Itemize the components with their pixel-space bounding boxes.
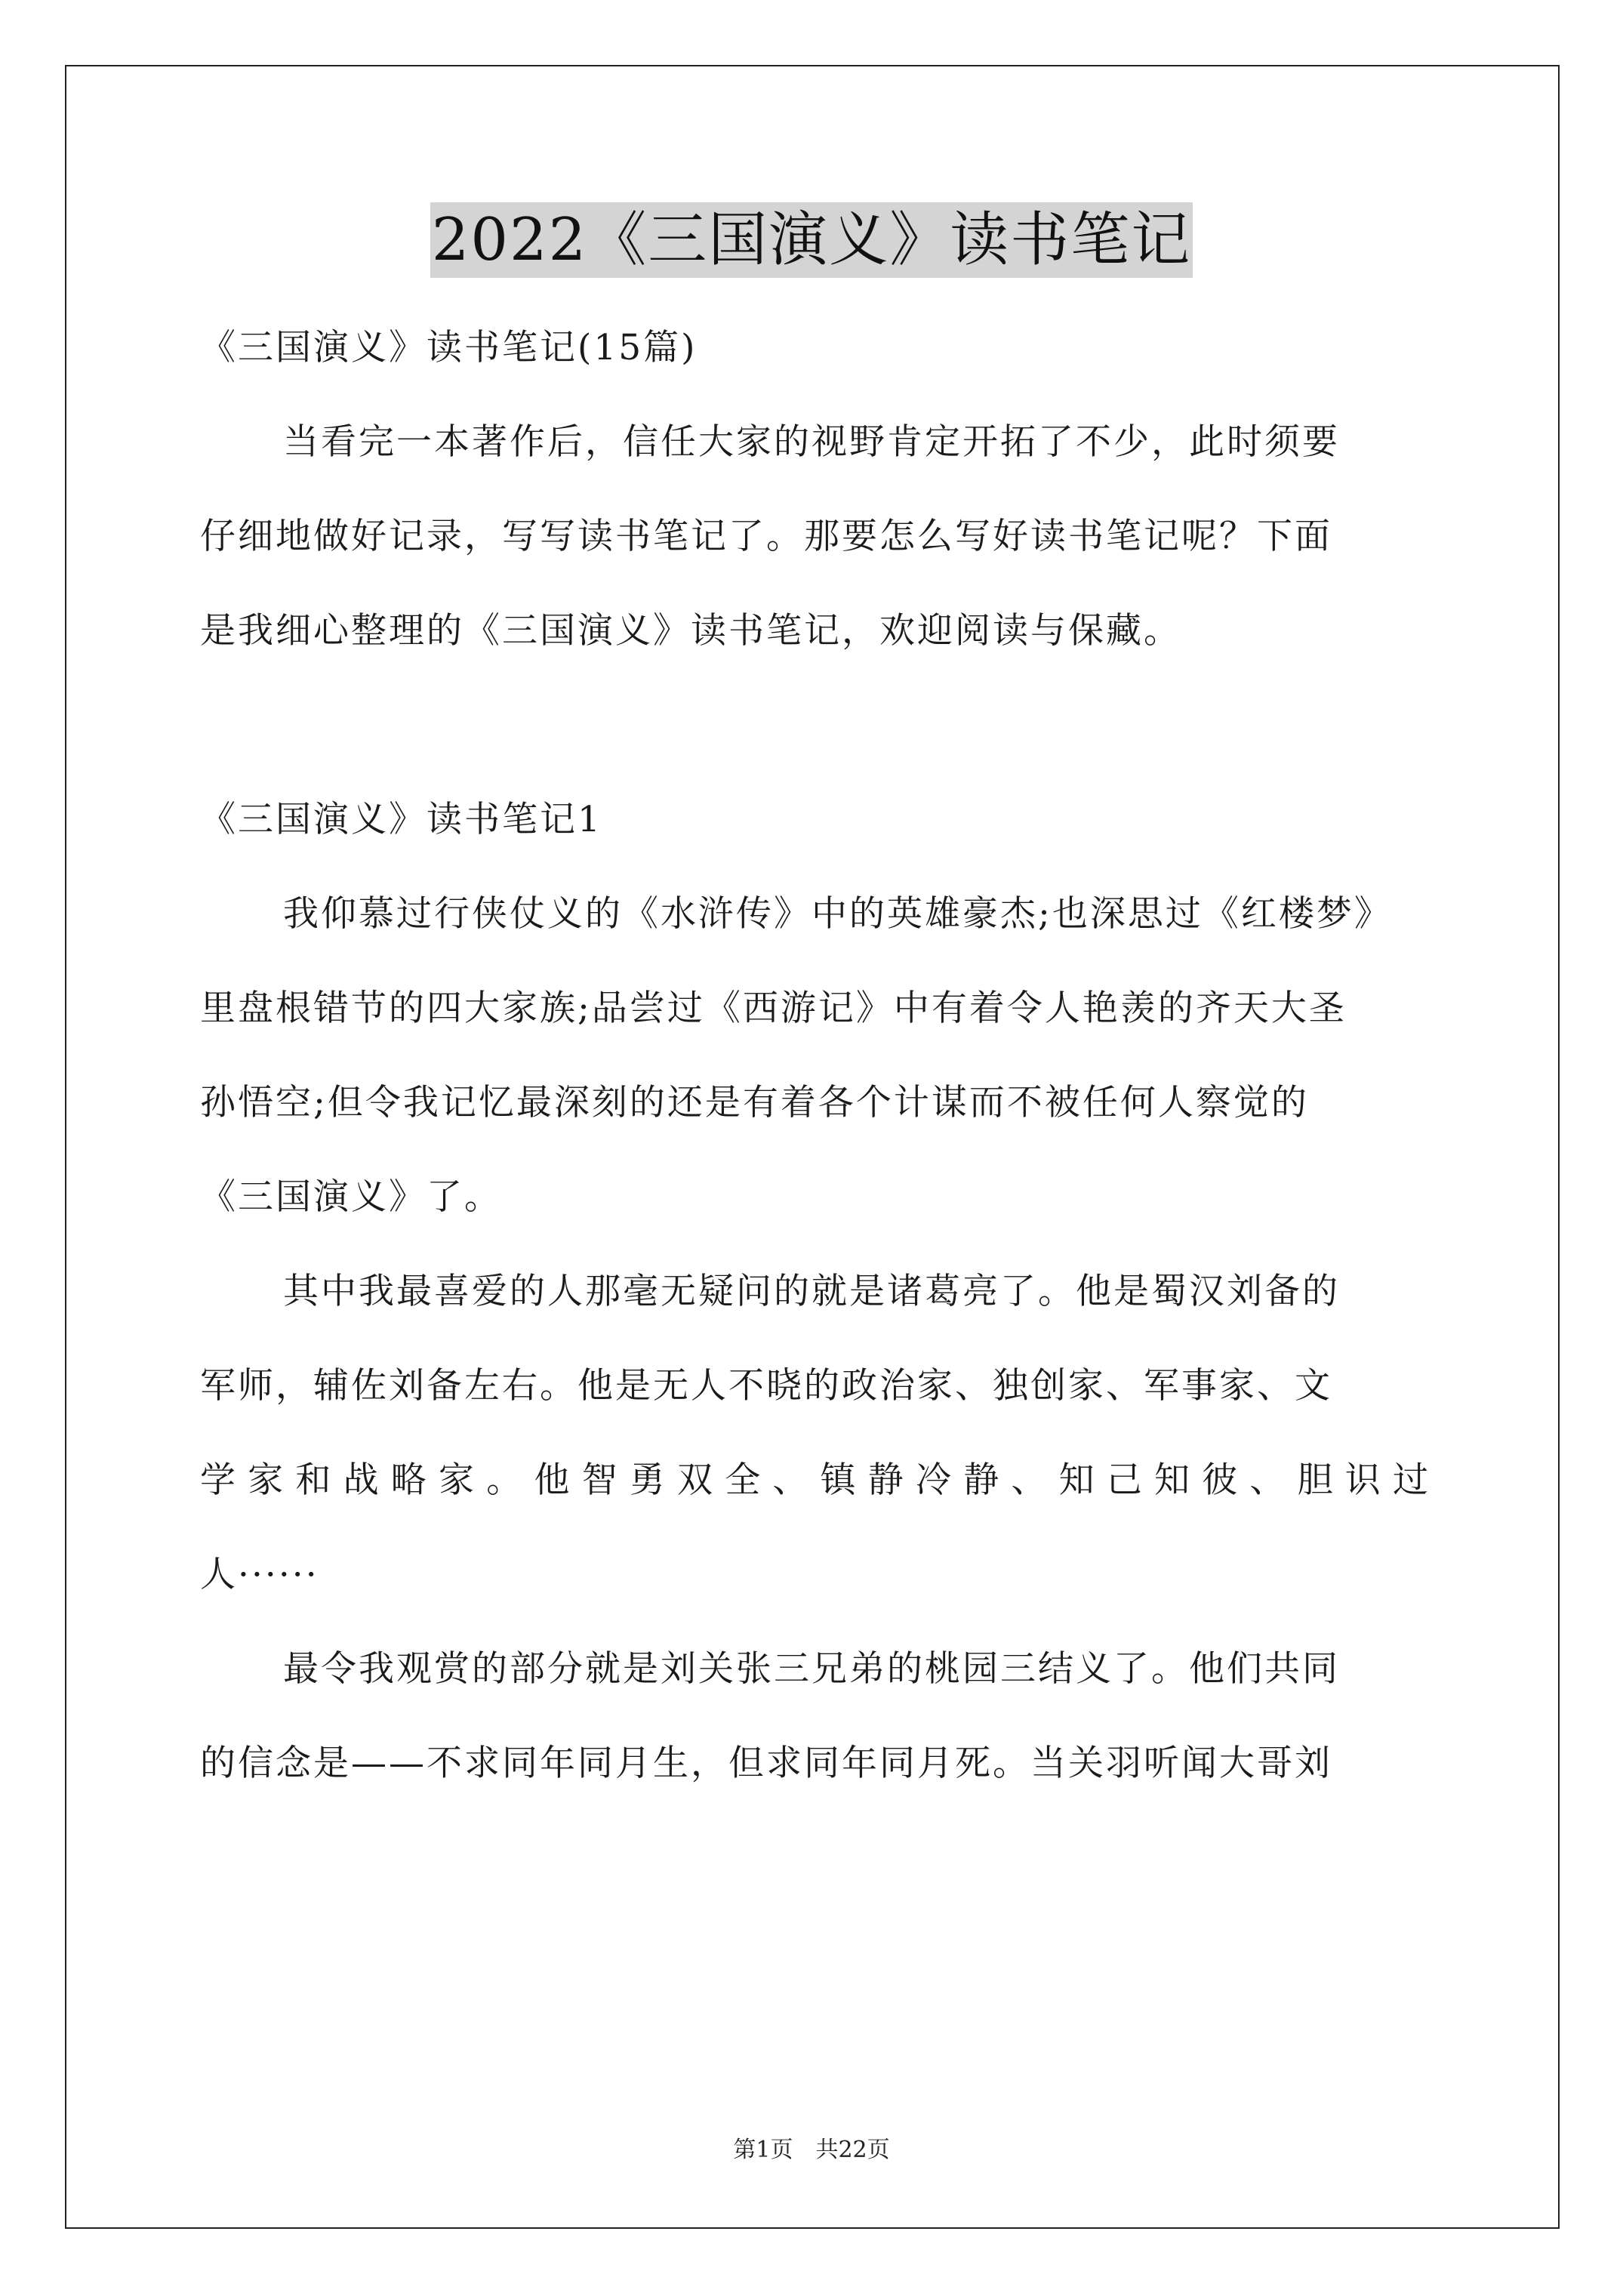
intro-line: 是我细心整理的《三国演义》读书笔记，欢迎阅读与保藏。 <box>200 610 1181 652</box>
intro-line: 仔细地做好记录，写写读书笔记了。那要怎么写好读书笔记呢？下面 <box>200 516 1332 557</box>
paragraph-line: 学家和战略家。他智勇双全、镇静冷静、知己知彼、胆识过 <box>200 1459 1431 1501</box>
paragraph-line: 的信念是——不求同年同月生，但求同年同月死。当关羽听闻大哥刘 <box>200 1743 1332 1784</box>
paragraph-gap <box>200 678 1431 772</box>
document-title: 2022《三国演义》读书笔记 <box>430 202 1193 278</box>
paragraph-line: 最令我观赏的部分就是刘关张三兄弟的桃园三结义了。他们共同 <box>283 1648 1340 1690</box>
paragraph-line: 其中我最喜爱的人那毫无疑问的就是诸葛亮了。他是蜀汉刘备的 <box>283 1271 1340 1312</box>
paragraph-line: 里盘根错节的四大家族;品尝过《西游记》中有着令人艳羡的齐天大圣 <box>200 988 1347 1029</box>
subtitle: 《三国演义》读书笔记(15篇) <box>200 327 698 368</box>
paragraph-line: 孙悟空;但令我记忆最深刻的还是有着各个计谋而不被任何人察觉的 <box>200 1082 1309 1123</box>
intro-line: 当看完一本著作后，信任大家的视野肯定开拓了不少，此时须要 <box>283 421 1340 463</box>
paragraph-line: 人······ <box>200 1554 319 1595</box>
title-wrap <box>0 202 1623 278</box>
paragraph-line: 我仰慕过行侠仗义的《水浒传》中的英雄豪杰;也深思过《红楼梦》 <box>283 893 1392 935</box>
paragraph-line: 军师，辅佐刘备左右。他是无人不晓的政治家、独创家、军事家、文 <box>200 1365 1332 1407</box>
section-heading: 《三国演义》读书笔记1 <box>200 799 602 840</box>
paragraph-line: 《三国演义》了。 <box>200 1176 502 1218</box>
document-body <box>200 300 1431 1811</box>
page-footer: 第1页 共22页 <box>733 2137 890 2163</box>
